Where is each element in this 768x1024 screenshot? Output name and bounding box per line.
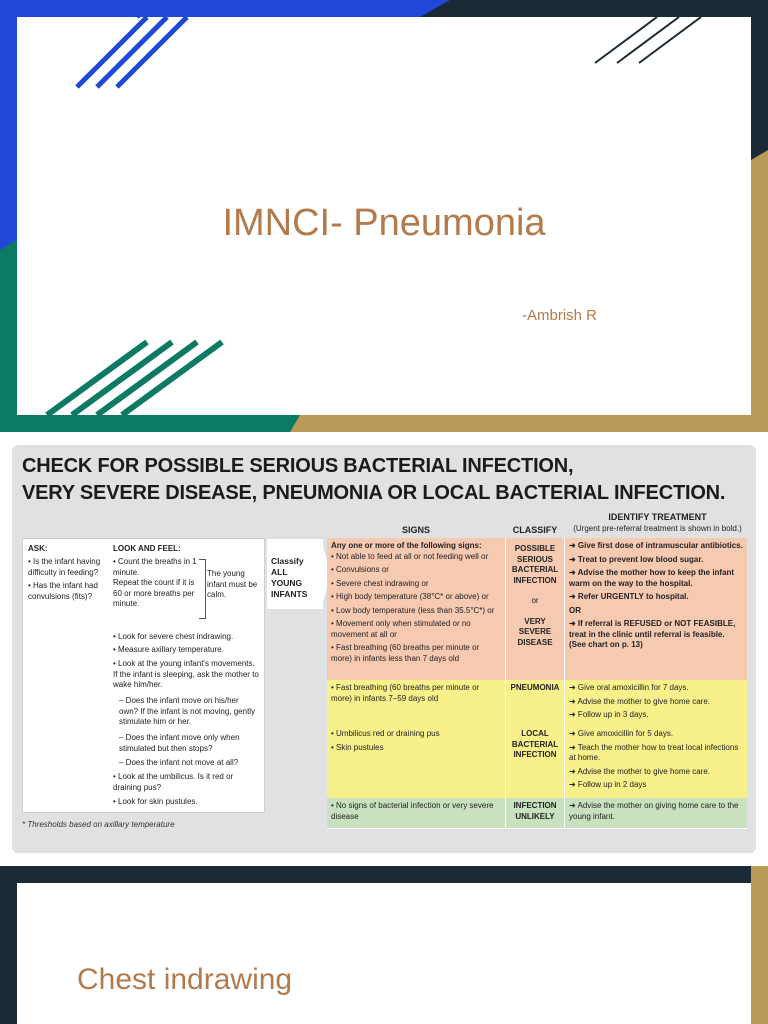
slide-content <box>17 883 751 1024</box>
ask-question: • Has the infant had convulsions (fits)? <box>28 581 98 601</box>
table-row <box>327 680 747 727</box>
classify-cell <box>505 680 565 726</box>
signs-cell <box>327 726 505 798</box>
look-item: • Count the breaths in 1 minute. <box>113 557 197 577</box>
classification: POSSIBLE SERIOUS BACTERIAL INFECTION <box>511 544 559 585</box>
sign-item: • Fast breathing (60 breaths per minute or more) in infants 7–59 days old <box>331 683 480 703</box>
look-item: • Look at the umbilicus. Is it red or draining pus? <box>113 772 234 792</box>
author-name: -Ambrish R <box>522 307 598 324</box>
signs-cell <box>327 538 505 680</box>
treatment-item: ➜ Advise the mother how to keep the infant warm on the way to the hospital. <box>569 568 735 588</box>
chart-heading-line2: VERY SEVERE DISEASE, PNEUMONIA OR LOCAL BACTERIAL INFECTION. <box>22 482 726 504</box>
look-item: – Does the infant move on his/her own? If the infant is not moving, gently stimulate him or her. <box>119 696 256 726</box>
sign-item: • Not able to feed at all or not feeding well or <box>331 551 489 561</box>
sign-item: • Severe chest indrawing or <box>331 578 429 588</box>
classification: LOCAL BACTERIAL INFECTION <box>511 729 559 759</box>
sign-item: • High body temperature (38°C* or above) or <box>331 592 489 601</box>
slide-title: Chest indrawing <box>77 963 293 996</box>
slide-content <box>17 17 751 415</box>
classification: PNEUMONIA <box>510 683 560 692</box>
signs-title: Any one or more of the following signs: <box>331 541 482 550</box>
look-item: – Does the infant not move at all? <box>119 758 239 767</box>
table-row <box>327 538 747 681</box>
sign-item: • Low body temperature (less than 35.5°C*) or <box>331 605 495 615</box>
treatment-item: OR <box>569 605 581 615</box>
look-item: Repeat the count if it is 60 or more breaths per minute. <box>113 578 195 608</box>
treatment-cell <box>565 680 747 726</box>
col-treatment-note: (Urgent pre-referral treatment is shown in bold.) <box>573 524 742 533</box>
table-row <box>327 726 747 799</box>
treatment-item: ➜ Refer URGENTLY to hospital. <box>569 592 689 601</box>
title-slide <box>0 0 768 432</box>
classification-or: or <box>531 596 539 605</box>
classify-cell <box>505 798 565 828</box>
footnote: * Thresholds based on axillary temperature <box>22 820 175 829</box>
sign-item: • Umbilicus red or draining pus <box>331 729 440 738</box>
sign-item: • Movement only when stimulated or no movement at all or <box>331 619 471 639</box>
decorative-bar <box>751 866 768 1024</box>
look-item: • Look at the young infant's movements. If the infant is sleeping, ask the mother to wake him/her. <box>113 659 259 689</box>
assessment-box <box>22 538 265 813</box>
calm-note: The young infant must be calm. <box>207 569 258 599</box>
treatment-item: ➜ Give first dose of intramuscular antibiotics. <box>569 541 743 550</box>
treatment-item: ➜ Teach the mother how to treat local infections at home. <box>569 742 739 762</box>
treatment-item: ➜ Follow up in 2 days <box>569 780 647 789</box>
classification: VERY SEVERE DISEASE <box>517 616 553 647</box>
bracket <box>199 559 206 619</box>
col-classify-header: CLASSIFY <box>512 525 558 535</box>
classify-cell <box>505 726 565 798</box>
look-item: • Look for severe chest indrawing. <box>113 632 234 641</box>
treatment-item: ➜ Advise the mother on giving home care to the young infant. <box>569 801 739 821</box>
chest-indrawing-slide <box>0 866 768 1024</box>
treatment-cell <box>565 538 747 680</box>
treatment-cell <box>565 726 747 798</box>
ask-question: • Is the infant having difficulty in feeding? <box>28 557 101 577</box>
look-item: • Look for skin pustules. <box>113 797 198 806</box>
treatment-cell <box>565 798 747 828</box>
classify-tag <box>267 539 323 609</box>
treatment-item: ➜ Advise the mother to give home care. <box>569 696 710 706</box>
treatment-item: ➜ Advise the mother to give home care. <box>569 766 710 776</box>
treatment-item: ➜ Follow up in 3 days. <box>569 710 649 719</box>
treatment-item: ➜ If referral is REFUSED or NOT FEASIBLE, treat in the clinic until referral is feasible. (See chart on p. 13) <box>569 619 736 649</box>
ask-label: ASK: <box>28 544 48 553</box>
sign-item: • Convulsions or <box>331 565 389 574</box>
signs-cell <box>327 680 505 726</box>
look-feel-label: LOOK AND FEEL: <box>113 544 181 553</box>
signs-cell <box>327 798 505 828</box>
look-item: – Does the infant move only when stimulated but then stops? <box>119 733 240 753</box>
col-signs-header: SIGNS <box>401 525 430 535</box>
chart-heading-line1: CHECK FOR POSSIBLE SERIOUS BACTERIAL INFECTION, <box>22 455 574 477</box>
classification: INFECTION UNLIKELY <box>513 801 557 821</box>
treatment-item: ➜ Treat to prevent low blood sugar. <box>569 554 704 564</box>
sign-item: • Skin pustules <box>331 742 384 752</box>
slide-title: IMNCI- Pneumonia <box>222 202 546 244</box>
classify-tag-text: Classify ALL YOUNG INFANTS <box>271 556 308 599</box>
table-row <box>327 798 747 829</box>
classify-cell <box>505 538 565 680</box>
treatment-item: ➜ Give amoxicillin for 5 days. <box>569 729 674 738</box>
treatment-item: ➜ Give oral amoxicillin for 7 days. <box>569 683 689 692</box>
sign-item: • Fast breathing (60 breaths per minute or more) in infants less than 7 days old <box>331 643 480 663</box>
col-treatment-header: IDENTIFY TREATMENT <box>608 512 707 522</box>
look-item: • Measure axillary temperature. <box>113 645 224 654</box>
sign-item: • No signs of bacterial infection or very severe disease <box>331 801 494 821</box>
